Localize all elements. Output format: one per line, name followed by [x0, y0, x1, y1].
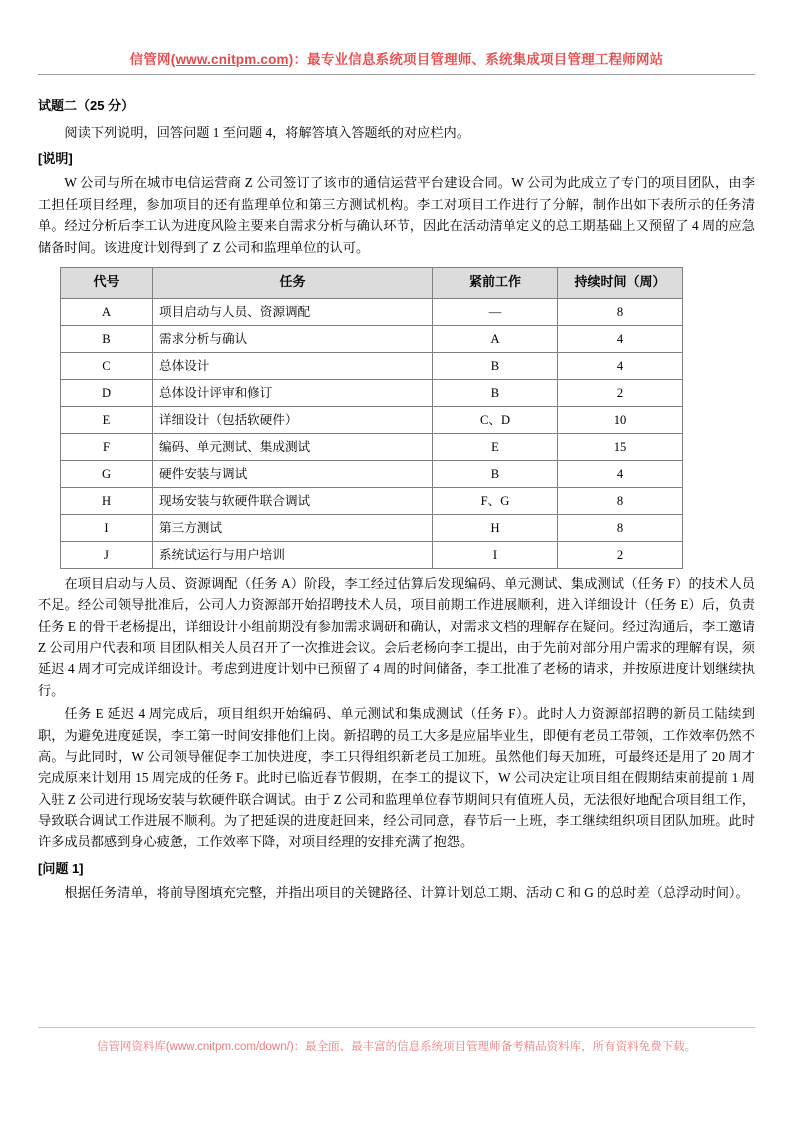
header-tagline: ：最专业信息系统项目管理师、系统集成项目管理工程师网站: [293, 52, 664, 67]
table-row: [61, 379, 683, 406]
footer-text: 信管网资料库(www.cnitpm.com/down/)：最全面、最丰富的信息系统项目管理师备考精品资料库，所有资料免费下载。: [96, 1041, 697, 1053]
cell-duration: 2: [558, 379, 683, 406]
table-row: [61, 325, 683, 352]
cell-predecessor: A: [433, 325, 558, 352]
cell-predecessor: B: [433, 352, 558, 379]
cell-task: 硬件安装与调试: [153, 460, 433, 487]
explanation-paragraph-1: W 公司与所在城市电信运营商 Z 公司签订了该市的通信运营平台建设合同。W 公司为此成立了专门的项目团队，由李工担任项目经理，参加项目的还有监理单位和第三方测试机构。李工对项目工作进行了分解，制作出如下表所示的任务清单。经过分析后李工认为进度风险主要来自需求分析与确认环节，因此在活动清单定义的总工期基础上又预留了 4 周的应急储备时间。该进度计划得到了 Z 公司和监理单位的认可。: [38, 175, 755, 255]
question-title: 试题二（25 分）: [38, 98, 135, 113]
cell-predecessor: B: [433, 379, 558, 406]
header-site-name: 信管网: [129, 52, 171, 67]
document-content: [38, 96, 755, 906]
cell-predecessor: I: [433, 541, 558, 568]
cell-code: C: [61, 352, 153, 379]
cell-predecessor: —: [433, 298, 558, 325]
cell-code: B: [61, 325, 153, 352]
cell-task: 需求分析与确认: [153, 325, 433, 352]
table-row: [61, 541, 683, 568]
table-row: [61, 514, 683, 541]
cell-duration: 2: [558, 541, 683, 568]
cell-code: A: [61, 298, 153, 325]
instruction-paragraph: 阅读下列说明，回答问题 1 至问题 4，将解答填入答题纸的对应栏内。: [64, 124, 470, 140]
table-row: [61, 433, 683, 460]
table-header-row: [61, 267, 683, 298]
narrative-paragraph-2: 任务 E 延迟 4 周完成后，项目组织开始编码、单元测试和集成测试（任务 F）。此时人力资源部招聘的新员工陆续到职，为避免进度延误，李工第一时间安排他们上岗。新招聘的员工大多是应届毕业生，即便有老员工带领，工作效率仍然不高。与此同时，W 公司领导催促李工加快进度，李工只得组织新老员工加班。虽然他们每天加班，可最终还是用了 20 周才完成原来计划用 15 周完成的任务 F。此时已临近春节假期，在李工的提议下，W 公司决定让项目组在假期结束前提前 1 周入驻 Z 公司进行现场安装与软硬件联合调试。由于 Z 公司和监理单位春节期间只有值班人员，无法很好地配合项目组工作，导致联合调试工作进展不顺利。为了把延误的进度赶回来，经公司同意，春节后一上班，李工继续组织项目团队加班。此时许多成员都感到身心疲惫，工作效率下降，对项目经理的安排充满了抱怨。: [38, 706, 755, 850]
cell-duration: 4: [558, 352, 683, 379]
cell-task: 总体设计评审和修订: [153, 379, 433, 406]
table-row: [61, 298, 683, 325]
question1-heading: [问题 1]: [38, 860, 84, 876]
cell-task: 第三方测试: [153, 514, 433, 541]
cell-duration: 4: [558, 325, 683, 352]
page-footer: [0, 1038, 793, 1054]
cell-code: G: [61, 460, 153, 487]
cell-task: 系统试运行与用户培训: [153, 541, 433, 568]
column-header-predecessor: 紧前工作: [433, 267, 558, 298]
footer-divider: [38, 1027, 755, 1028]
cell-code: D: [61, 379, 153, 406]
table-row: [61, 352, 683, 379]
cell-duration: 4: [558, 460, 683, 487]
header-title: [0, 48, 793, 68]
cell-task: 详细设计（包括软硬件）: [153, 406, 433, 433]
cell-task: 编码、单元测试、集成测试: [153, 433, 433, 460]
cell-duration: 10: [558, 406, 683, 433]
header-url: (www.cnitpm.com): [170, 52, 294, 67]
cell-duration: 8: [558, 487, 683, 514]
question1-paragraph: 根据任务清单，将前导图填充完整，并指出项目的关键路径、计算计划总工期、活动 C 和 G 的总时差（总浮动时间）。: [64, 885, 749, 901]
cell-code: J: [61, 541, 153, 568]
column-header-duration: 持续时间（周）: [558, 267, 683, 298]
task-table-body: [61, 298, 683, 568]
cell-task: 现场安装与软硬件联合调试: [153, 487, 433, 514]
cell-duration: 15: [558, 433, 683, 460]
cell-code: E: [61, 406, 153, 433]
cell-task: 总体设计: [153, 352, 433, 379]
cell-predecessor: F、G: [433, 487, 558, 514]
cell-predecessor: C、D: [433, 406, 558, 433]
table-row: [61, 406, 683, 433]
page-header: [0, 48, 793, 68]
cell-duration: 8: [558, 514, 683, 541]
cell-predecessor: H: [433, 514, 558, 541]
task-table-container: [60, 267, 755, 569]
column-header-task: 任务: [153, 267, 433, 298]
table-row: [61, 487, 683, 514]
cell-code: F: [61, 433, 153, 460]
cell-predecessor: E: [433, 433, 558, 460]
narrative-paragraph-1: 在项目启动与人员、资源调配（任务 A）阶段，李工经过估算后发现编码、单元测试、集成测试（任务 F）的技术人员不足。经公司领导批准后，公司人力资源部开始招聘技术人员，项目前期工作进展顺利，进入详细设计（任务 E）后，负责任务 E 的骨干老杨提出，详细设计小组前期没有参加需求调研和确认，对需求文档的理解存在疑问。经过沟通后，李工邀请 Z 公司用户代表和项 目团队相关人员召开了一次推进会议。会后老杨向李工提出，由于先前对部分用户需求的理解有误，须延迟 4 周才可完成详细设计。考虑到进度计划中已预留了 4 周的时间储备，李工批准了老杨的请求，并按原进度计划继续执行。: [38, 575, 755, 698]
table-row: [61, 460, 683, 487]
cell-task: 项目启动与人员、资源调配: [153, 298, 433, 325]
cell-code: I: [61, 514, 153, 541]
cell-code: H: [61, 487, 153, 514]
cell-duration: 8: [558, 298, 683, 325]
task-list-table: [60, 267, 683, 569]
column-header-code: 代号: [61, 267, 153, 298]
cell-predecessor: B: [433, 460, 558, 487]
header-divider: [38, 74, 755, 75]
explanation-heading: [说明]: [38, 150, 73, 166]
